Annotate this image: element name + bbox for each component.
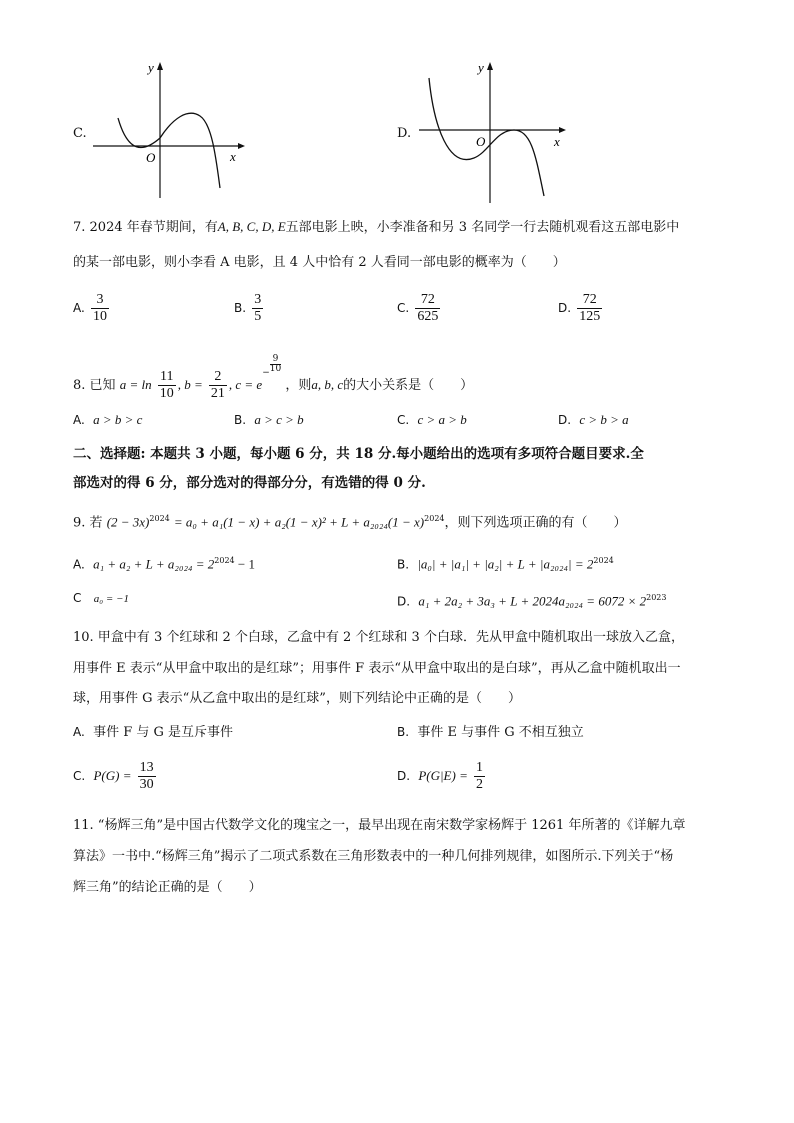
graph-c-y-arrow bbox=[157, 62, 163, 70]
q11-line2: 算法》一书中.“杨辉三角”揭示了二项式系数在三角形数表中的一种几何排列规律，如图所示.下列关于“杨 bbox=[73, 849, 674, 864]
graph-c-x-label: x bbox=[230, 149, 236, 164]
q9-option-a[interactable]: A. $a_1 + a_2 + L + a_{2024} = 2^{2024} - 1$ bbox=[73, 556, 255, 572]
q7-option-a[interactable]: A. $\frac{3}{10}$ bbox=[73, 292, 107, 324]
q8-option-a[interactable]: A. a > b > c bbox=[73, 412, 143, 427]
graph-c-x-arrow bbox=[238, 143, 245, 149]
graph-d-x-label: x bbox=[554, 134, 560, 149]
graph-c bbox=[88, 58, 248, 203]
graph-d bbox=[414, 58, 574, 206]
graph-c-origin: O bbox=[146, 150, 156, 165]
q9-stem: 9. 若 $(2 - 3x)^{2024} = a_0 + a_1(1 - x) + a_2(1 - x)^2 + L + a_{2024}(1 - x)^{2024}$，则下列选项正确的有（ ） bbox=[73, 514, 627, 531]
q7-option-c[interactable]: C. $\frac{72}{625}$ bbox=[397, 292, 439, 324]
graph-d-y-label: y bbox=[478, 60, 484, 75]
q8-option-c[interactable]: C. c > a > b bbox=[397, 412, 467, 427]
q10-option-b[interactable]: B. 事件 E 与事件 G 不相互独立 bbox=[397, 725, 584, 740]
graph-c-y-label: y bbox=[148, 60, 154, 75]
q9-option-b[interactable]: B. $|a_0| + |a_1| + |a_2| + L + |a_{2024}| = 2^{2024}$ bbox=[397, 556, 614, 572]
q11-line1: 11. “杨辉三角”是中国古代数学文化的瑰宝之一，最早出现在南宋数学家杨辉于 1261 年所著的《详解九章 bbox=[73, 818, 686, 833]
graph-d-curve bbox=[429, 78, 544, 196]
q9-option-d[interactable]: D. $a_1 + 2a_2 + 3a_3 + L + 2024a_{2024} = 6072 \times 2^{2023}$ bbox=[397, 593, 667, 609]
graph-d-y-arrow bbox=[487, 62, 493, 70]
graph-c-curve bbox=[118, 113, 220, 188]
q11-line3: 辉三角”的结论正确的是（ ） bbox=[73, 880, 262, 895]
graph-d-label: D. bbox=[397, 126, 412, 141]
q8-option-d[interactable]: D. c > b > a bbox=[558, 412, 629, 427]
q7-option-b[interactable]: B. $\frac{3}{5}$ bbox=[234, 292, 262, 324]
q9-option-c[interactable]: C a₀ = −1 bbox=[73, 591, 129, 605]
q7-option-d[interactable]: D. $\frac{72}{125}$ bbox=[558, 292, 601, 324]
q10-option-d[interactable]: D. P(G|E) = $\frac{1}{2}$ bbox=[397, 760, 483, 792]
q7-line2: 的某一部电影，则小李看 A 电影，且 4 人中恰有 2 人看同一部电影的概率为（ ） bbox=[73, 255, 566, 270]
q10-line2: 用事件 E 表示“从甲盒中取出的是红球”；用事件 F 表示“从甲盒中取出的是白球”，再从乙盒中随机取出一 bbox=[73, 661, 681, 676]
q8-stem: 8. 已知 a = ln $\frac{11}{10}$ , b = $\frac{2}{21}$ , c = e− $\frac{9}{10}$ ，则a, b, c的大小关系是（ ） bbox=[73, 354, 474, 401]
q10-line1: 10. 甲盒中有 3 个红球和 2 个白球，乙盒中有 2 个红球和 3 个白球．先从甲盒中随机取出一球放入乙盒， bbox=[73, 630, 684, 645]
graph-c-label: C. bbox=[73, 126, 87, 141]
graph-d-origin: O bbox=[476, 134, 486, 149]
q10-line3: 球，用事件 G 表示“从乙盒中取出的是红球”，则下列结论中正确的是（ ） bbox=[73, 691, 521, 706]
q10-option-a[interactable]: A. 事件 F 与 G 是互斥事件 bbox=[73, 725, 234, 740]
section2-line2: 部选对的得 6 分，部分选对的得部分分，有选错的得 0 分. bbox=[73, 475, 426, 491]
q7-line1: 7. 2024 年春节期间，有A, B, C, D, E五部电影上映，小李准备和另 3 名同学一行去随机观看这五部电影中 bbox=[73, 219, 680, 235]
graph-d-x-arrow bbox=[559, 127, 566, 133]
q10-option-c[interactable]: C. P(G) = $\frac{13}{30}$ bbox=[73, 760, 154, 792]
q8-option-b[interactable]: B. a > c > b bbox=[234, 412, 304, 427]
section2-line1: 二、选择题: 本题共 3 小题，每小题 6 分，共 18 分.每小题给出的选项有多项符合题目要求.全 bbox=[73, 446, 644, 462]
